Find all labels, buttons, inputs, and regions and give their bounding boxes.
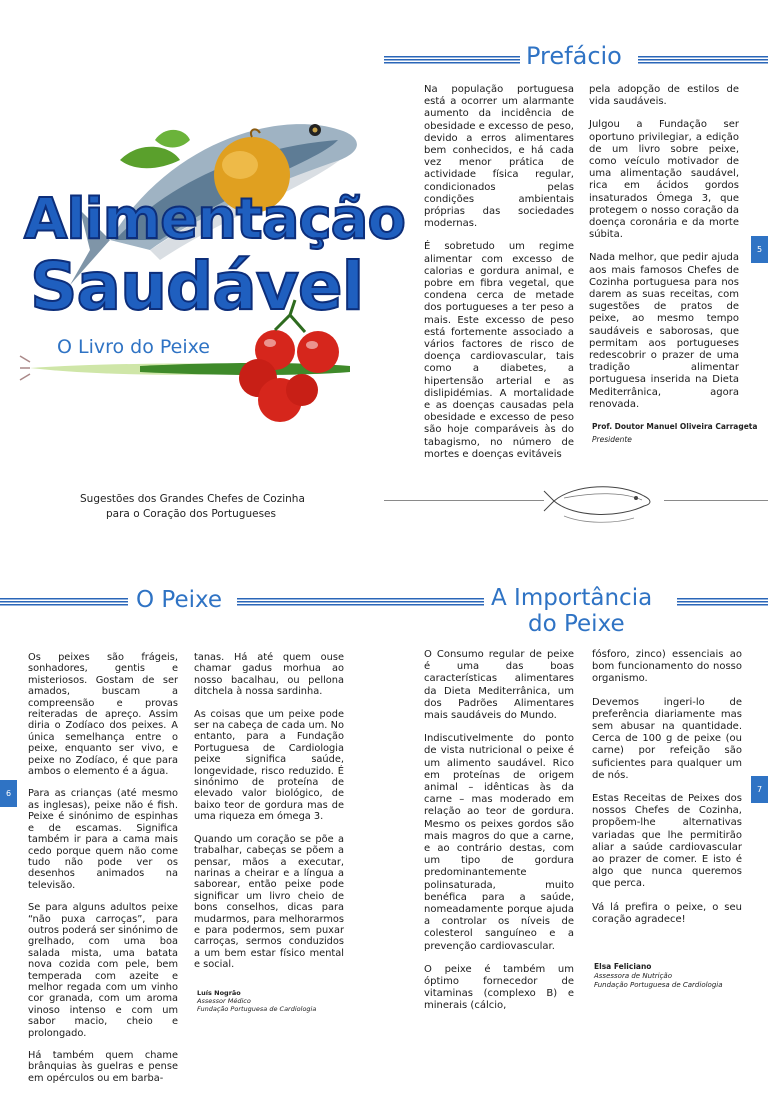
peixe-page bbox=[0, 585, 384, 1084]
paragraph: O Consumo regular de peixe é uma das boas características alimentares da Dieta Mediterrânica, um dos Padrões Alimentares mais saudáveis do Mundo. bbox=[424, 649, 574, 722]
heading-stripe-right bbox=[638, 56, 768, 65]
paragraph: Quando um coração se põe a trabalhar, cabeças se põem a pensar, mãos a executar, narinas a cheirar e a língua a saborear, então peixe pode significar um livro cheio de bons conselhos, dicas para mudarmos, para melhorarmos e para podermos, sem puxar carroças, sermos conduzidos a um bem estar físico mental e social. bbox=[194, 833, 344, 971]
heading-stripe-left bbox=[0, 598, 128, 607]
paragraph: Estas Receitas de Peixes dos nossos Chefes de Cozinha, propõem-lhe alternativas variadas que lhe permitirão aliar a saúde cardiovascular ao prazer de comer. E isto é algo que nunca queremos que perca. bbox=[592, 793, 742, 890]
peixe-signature-name: Luís Nogrão bbox=[197, 989, 241, 997]
importancia-heading-line2: do Peixe bbox=[528, 611, 625, 637]
prefacio-signature-role: Presidente bbox=[592, 435, 632, 444]
importancia-signature-role: Assessora de Nutrição bbox=[594, 972, 672, 980]
paragraph: Para as crianças (até mesmo as inglesas), peixe não é fish. Peixe é sinónimo de espinhas e de escamas. Significa também ir para a cama mais cedo porque quem não come tudo não pode ver os desenhos animados na televisão. bbox=[28, 788, 178, 891]
peixe-signature-org: Fundação Portuguesa de Cardiologia bbox=[197, 1005, 317, 1013]
importancia-signature-name: Elsa Feliciano bbox=[594, 962, 652, 971]
paragraph: Na população portuguesa está a ocorrer um alarmante aumento da incidência de obesidade e excesso de peso, devido a erros alimentares bem conhecidos, e há cada vez menor prática de actividade física regular, condicionados pelas condições ambientais próprias das sociedades modernas. bbox=[424, 84, 574, 230]
importancia-heading-line1: A Importância bbox=[491, 585, 653, 611]
paragraph: Nada melhor, que pedir ajuda aos mais famosos Chefes de Cozinha portuguesa para nos darem as suas receitas, com sugestões de pratos de peixe, ao mesmo tempo saudáveis e saborosas, que permitam aos portugueses redescobrir o prazer de uma tradição alimentar portuguesa inserida na Dieta Mediterrânica, agora renovada. bbox=[589, 252, 739, 410]
heading-stripe-left bbox=[384, 56, 520, 65]
importancia-column-1 bbox=[424, 649, 574, 1024]
peixe-heading: O Peixe bbox=[136, 587, 223, 613]
paragraph: É sobretudo um regime alimentar com excesso de calorias e gordura animal, e pobre em fibra vegetal, que condena cerca de metade dos portugueses a ter peso a mais. Este excesso de peso está fortemente associado a vários factores de risco de doença cardiovascular, tais como a diabetes, a hipertensão arterial e as dislipidémias. A mortalidade e as doenças causadas pela obesidade e excesso de peso são hoje comparáveis às do tabagismo, no número de mortes e doenças evitáveis bbox=[424, 241, 574, 460]
prefacio-heading: Prefácio bbox=[526, 42, 622, 70]
page-number-7: 7 bbox=[751, 776, 768, 803]
heading-stripe-left bbox=[384, 598, 484, 607]
cover-subtitle: O Livro do Peixe bbox=[57, 336, 210, 358]
paragraph: Julgou a Fundação ser oportuno privilegiar, a edição de um livro sobre peixe, como veículo motivador de uma alimentação saudável, rica em ácidos gordos insaturados Ómega 3, que protegem o nosso coração da doença coronária e da morte súbita. bbox=[589, 119, 739, 241]
paragraph: Se para alguns adultos peixe “não puxa carroças”, para outros poderá ser sinónimo de grelhado, com uma boa salada mista, uma batata nova cozida com pele, bem temperada com azeite e melhor regada com um vinho cor granada, com um aroma vinoso intenso e com um sabor macio, cheio e prolongado. bbox=[28, 902, 178, 1039]
prefacio-column-1 bbox=[424, 84, 574, 472]
footer-rule-left bbox=[384, 500, 544, 501]
prefacio-column-2 bbox=[589, 84, 739, 422]
cover-tagline-line2: para o Coração dos Portugueses bbox=[106, 508, 276, 520]
paragraph: Devemos ingeri-lo de preferência diariamente mas sem abusar na quantidade. Cerca de 100 g de peixe (ou carne) por refeição são suficientes para qualquer um de nós. bbox=[592, 696, 742, 781]
cover-page bbox=[0, 0, 405, 585]
cover-tagline-line1: Sugestões dos Grandes Chefes de Cozinha bbox=[80, 493, 305, 505]
cover-title-line2: Saudável bbox=[30, 248, 364, 325]
footer-rule-right bbox=[664, 500, 768, 501]
importancia-page bbox=[384, 585, 768, 1024]
prefacio-page bbox=[384, 0, 768, 585]
paragraph: pela adopção de estilos de vida saudáveis. bbox=[589, 84, 739, 108]
page-number-6: 6 bbox=[0, 780, 17, 807]
paragraph: Há também quem chame brânquias às guelras e pense em opérculos ou em barba- bbox=[28, 1050, 178, 1084]
importancia-column-2 bbox=[592, 649, 742, 937]
peixe-column-2 bbox=[194, 652, 344, 982]
prefacio-signature-name: Prof. Doutor Manuel Oliveira Carrageta bbox=[592, 422, 758, 431]
paragraph: tanas. Há até quem ouse chamar gadus morhua ao nosso bacalhau, ou pellona ditchela à nossa sardinha. bbox=[194, 652, 344, 698]
paragraph: O peixe é também um óptimo fornecedor de vitaminas (complexo B) e minerais (cálcio, bbox=[424, 963, 574, 1012]
paragraph: Vá lá prefira o peixe, o seu coração agradece! bbox=[592, 901, 742, 925]
paragraph: fósforo, zinco) essenciais ao bom funcionamento do nosso organismo. bbox=[592, 649, 742, 685]
fish-sketch-icon bbox=[544, 476, 664, 526]
peixe-column-1 bbox=[28, 652, 178, 1095]
page-number-5: 5 bbox=[751, 236, 768, 263]
paragraph: Indiscutivelmente do ponto de vista nutricional o peixe é um alimento saudável. Rico em proteínas de origem animal – idênticas às da carne – mas moderado em relação ao teor de gordura. Mesmo os peixes gordos são mais magros do que a carne, e ao contrário destas, com um tipo de gordura predominantemente polinsaturada, muito benéfica para a saúde, nomeadamente porque ajuda a controlar os níveis de colesterol sanguíneo e a prevenção cardiovascular. bbox=[424, 733, 574, 952]
peixe-signature-role: Assessor Médico bbox=[197, 997, 251, 1005]
heading-stripe-right bbox=[677, 598, 768, 607]
importancia-signature-org: Fundação Portuguesa de Cardiologia bbox=[594, 981, 723, 989]
paragraph: As coisas que um peixe pode ser na cabeça de cada um. No entanto, para a Fundação Portuguesa de Cardiologia peixe significa saúde, longevidade, risco reduzido. É sinónimo de proteína de elevado valor biológico, de baixo teor de gordura mas de uma riqueza em ómega 3. bbox=[194, 708, 344, 823]
cover-title-line1: Alimentação bbox=[24, 187, 405, 252]
paragraph: Os peixes são frágeis, sonhadores, gentis e misteriosos. Gostam de ser amados, buscam a compreensão e provas reiteradas de apreço. Assim diria o Zodíaco dos peixes. A única semelhança entre o peixe, enquanto ser vivo, e peixe no Zodíaco, é que para ambos o elemento é a água. bbox=[28, 652, 178, 778]
heading-stripe-right bbox=[237, 598, 384, 607]
